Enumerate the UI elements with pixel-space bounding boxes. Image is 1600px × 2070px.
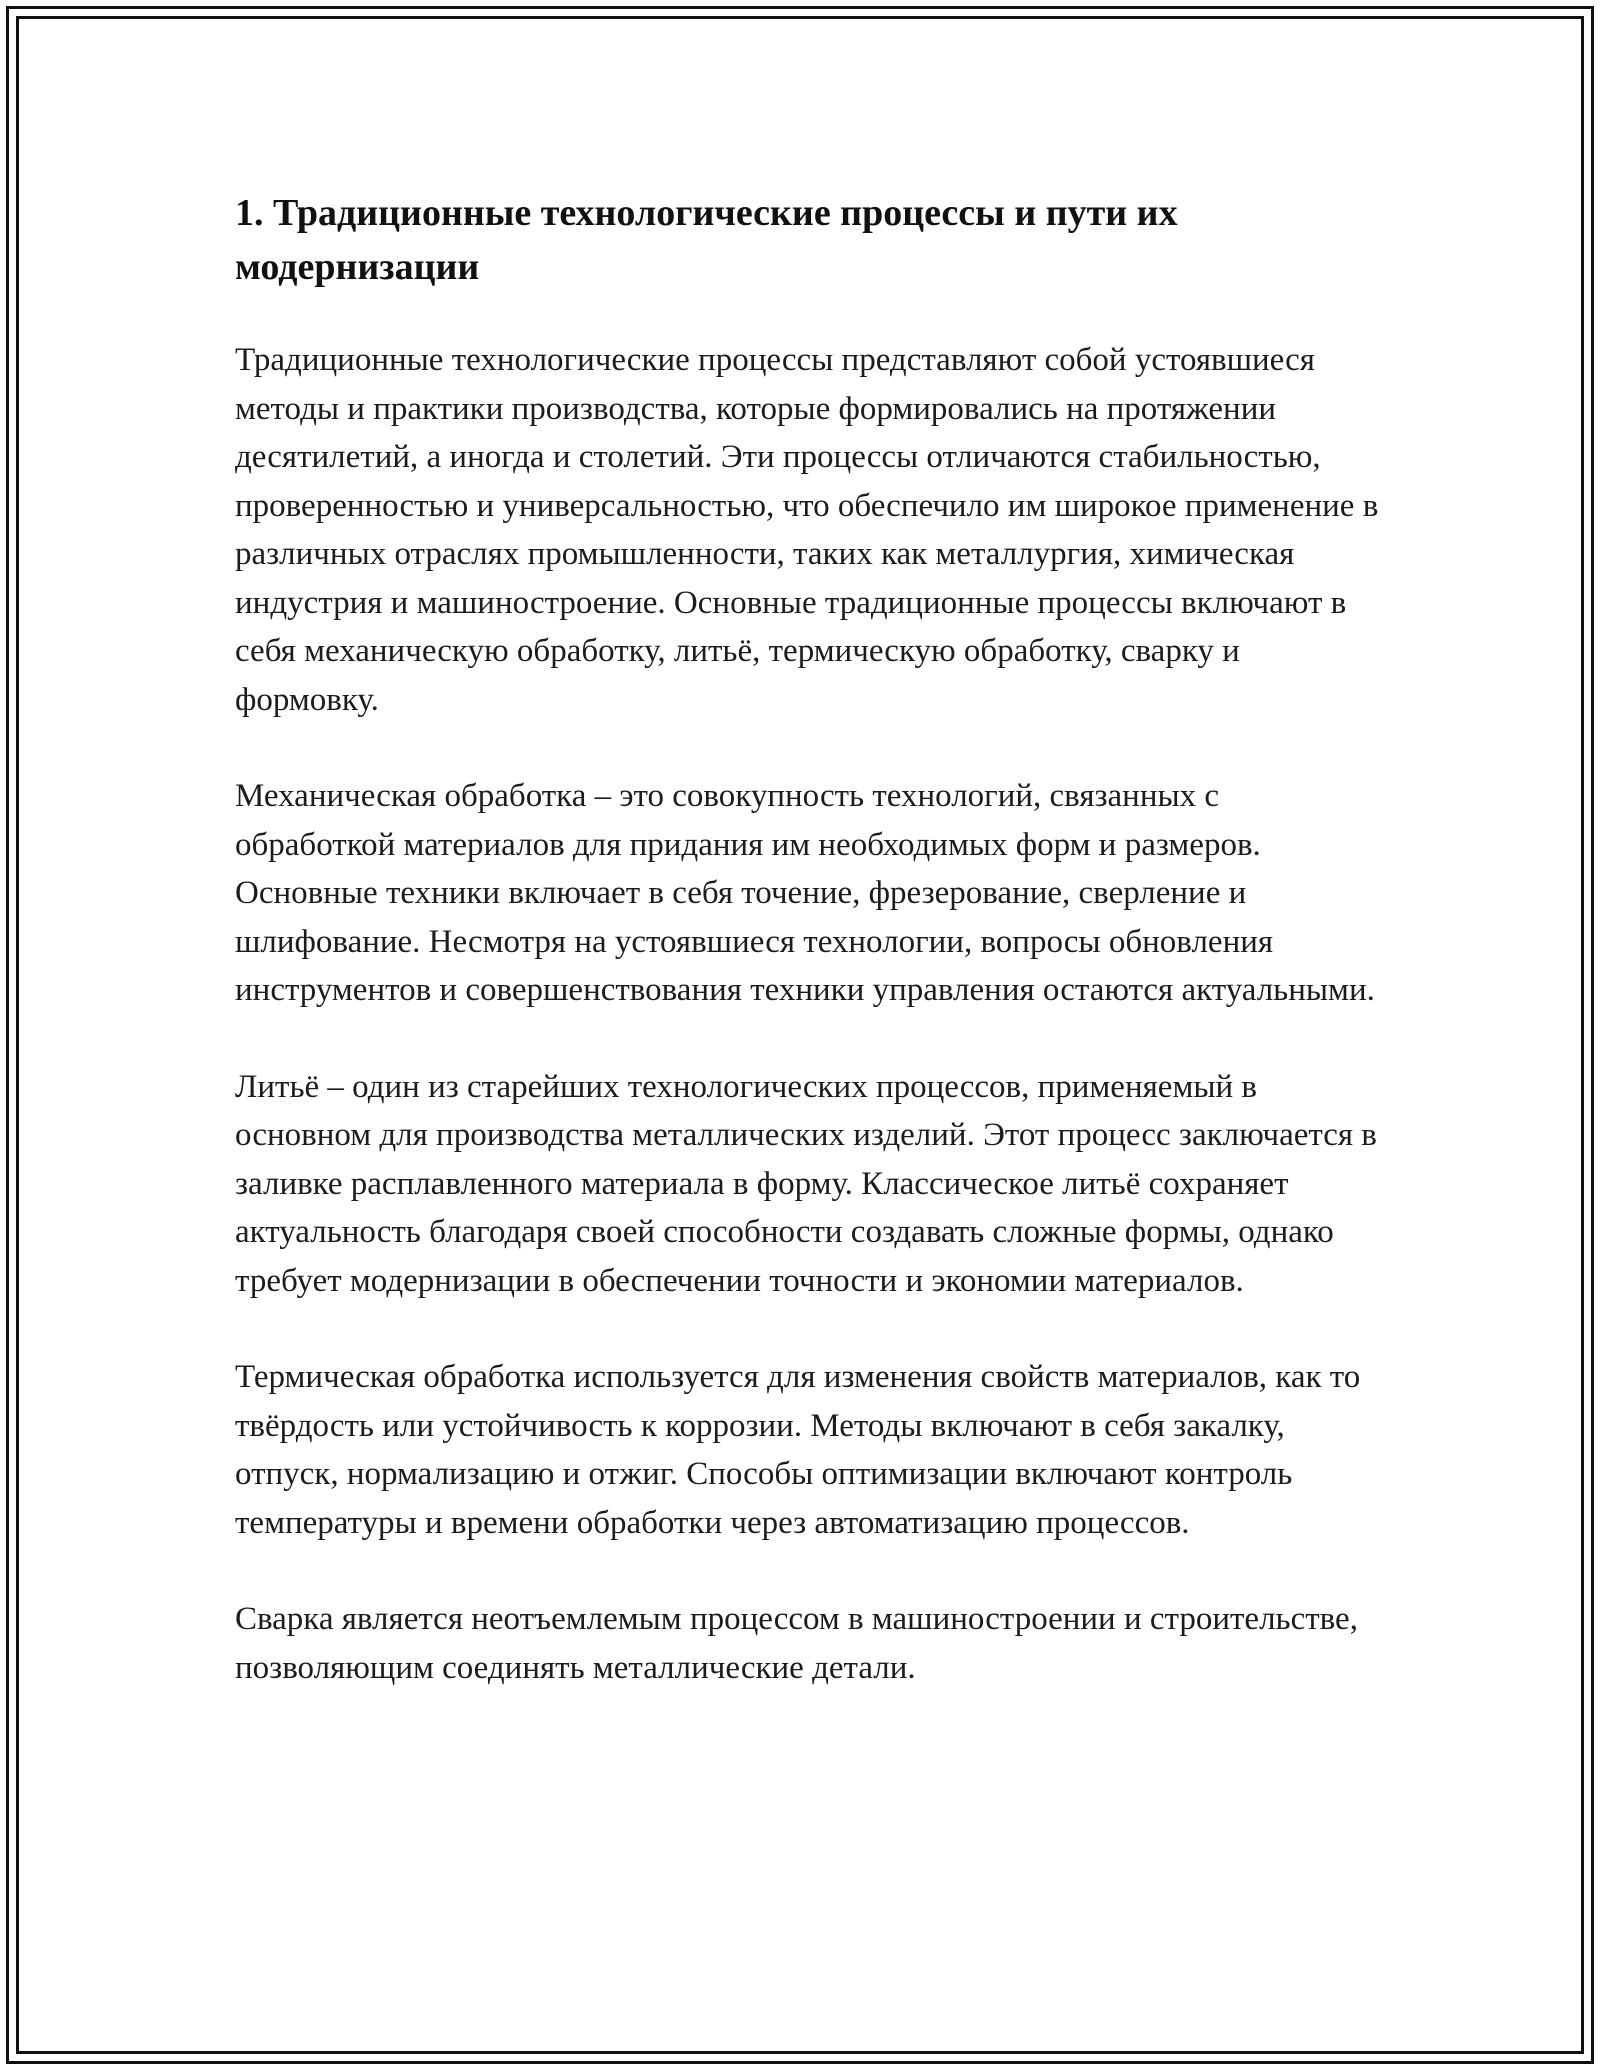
document-body <box>235 186 1385 1740</box>
paragraph-heat-treatment: Термическая обработка используется для изменения свойств материалов, как то твёрдость или устойчивость к коррозии. Методы включают в себя закалку, отпуск, нормализацию и отжиг. Способы оптимизации включают контроль температуры и времени обработки через автоматизацию процессов. <box>235 1359 1361 1541</box>
paragraph-welding: Сварка является неотъемлемым процессом в машиностроении и строительстве, позволяющим соединять металлические детали. <box>235 1601 1358 1686</box>
paragraph-machining: Механическая обработка – это совокупность технологий, связанных с обработкой материалов для придания им необходимых форм и размеров. Основные техники включает в себя точение, фрезерование, сверление и шлифование. Несмотря на устоявшиеся технологии, вопросы обновления инструментов и совершенствования техники управления остаются актуальными. <box>235 778 1375 1008</box>
paragraph-casting: Литьё – один из старейших технологических процессов, применяемый в основном для производства металлических изделий. Этот процесс заключается в заливке расплавленного материала в форму. Классическое литьё сохраняет актуальность благодаря своей способности создавать сложные формы, однако требует модернизации в обеспечении точности и экономии материалов. <box>235 1068 1377 1299</box>
paragraph-traditional-processes: Традиционные технологические процессы представляют собой устоявшиеся методы и практики производства, которые формировались на протяжении десятилетий, а иногда и столетий. Эти процессы отличаются стабильностью, проверенностью и универсальностью, что обеспечило им широкое применение в различных отраслях промышленности, таких как металлургия, химическая индустрия и машиностроение. Основные традиционные процессы включают в себя механическую обработку, литьё, термическую обработку, сварку и формовку. <box>235 342 1379 718</box>
section-heading: 1. Традиционные технологические процессы и пути их модернизации <box>235 192 1178 288</box>
